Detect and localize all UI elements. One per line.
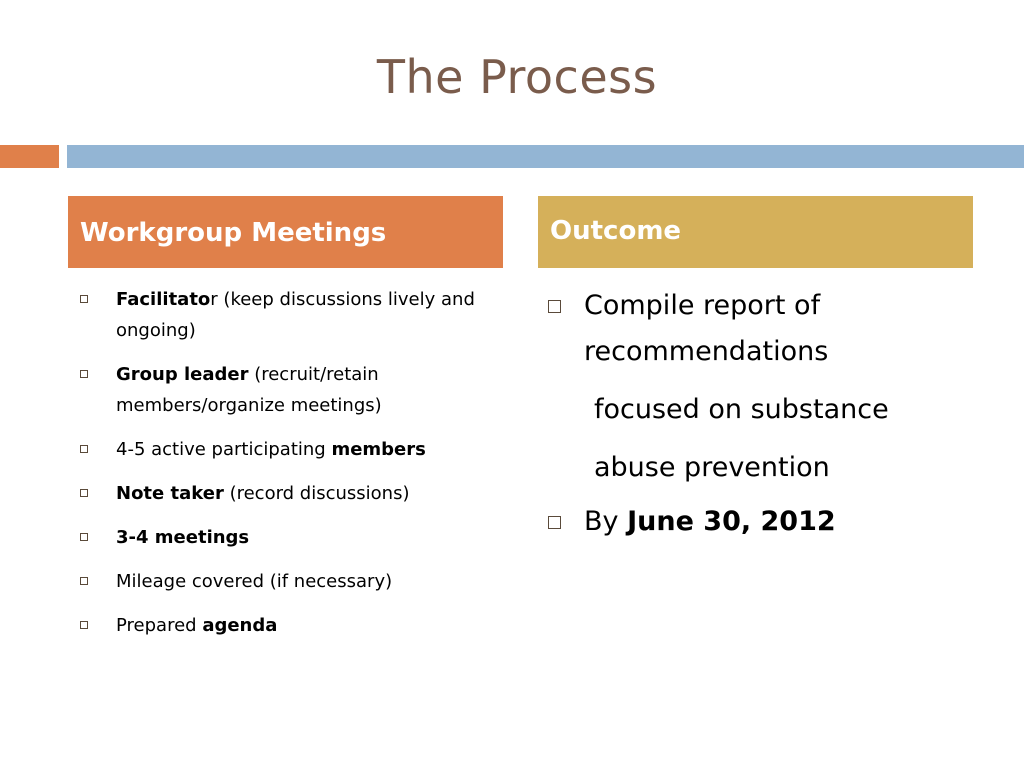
item-bold-text: 3-4 meetings (116, 527, 250, 548)
square-bullet-icon (80, 621, 88, 629)
item-bold-text: June 30, 2012 (627, 506, 836, 537)
list-item (80, 284, 500, 346)
item-bold-text: agenda (202, 615, 278, 636)
outcome-header: Outcome (538, 196, 973, 268)
square-bullet-icon (80, 533, 88, 541)
list-item (80, 566, 500, 597)
item-continuation-text: focused on substance (594, 394, 889, 425)
square-bullet-icon (80, 577, 88, 585)
list-item (80, 522, 500, 553)
item-bold-text: Facilitato (116, 289, 211, 310)
list-item (80, 478, 500, 509)
list-item (80, 610, 500, 641)
item-text: Compile report of recommendations (584, 290, 829, 367)
accent-bar-orange (0, 145, 59, 168)
list-item (80, 359, 500, 421)
square-bullet-icon (548, 300, 561, 313)
square-bullet-icon (80, 370, 88, 378)
list-item (548, 499, 968, 545)
slide-title: The Process (376, 50, 658, 104)
list-item (80, 434, 500, 465)
item-text: r (keep discussions lively and ongoing) (116, 289, 475, 341)
item-text: (record discussions) (223, 483, 410, 504)
item-text: Prepared (116, 615, 203, 636)
item-text: 4-5 active participating (116, 439, 332, 460)
item-text: (recruit/retain members/organize meetings) (116, 364, 382, 416)
square-bullet-icon (548, 516, 561, 529)
workgroup-meetings-list (80, 284, 500, 654)
item-text: By (584, 506, 628, 537)
outcome-list (548, 283, 968, 545)
square-bullet-icon (80, 445, 88, 453)
list-item (548, 283, 968, 491)
workgroup-meetings-header: Workgroup Meetings (68, 196, 503, 268)
item-continuation-text: abuse prevention (594, 452, 830, 483)
square-bullet-icon (80, 489, 88, 497)
item-bold-text: Note taker (116, 483, 224, 504)
square-bullet-icon (80, 295, 88, 303)
item-bold-text: Group leader (116, 364, 249, 385)
accent-bar-blue (67, 145, 1024, 168)
item-text: Mileage covered (if necessary) (116, 571, 393, 592)
item-bold-text: members (331, 439, 426, 460)
